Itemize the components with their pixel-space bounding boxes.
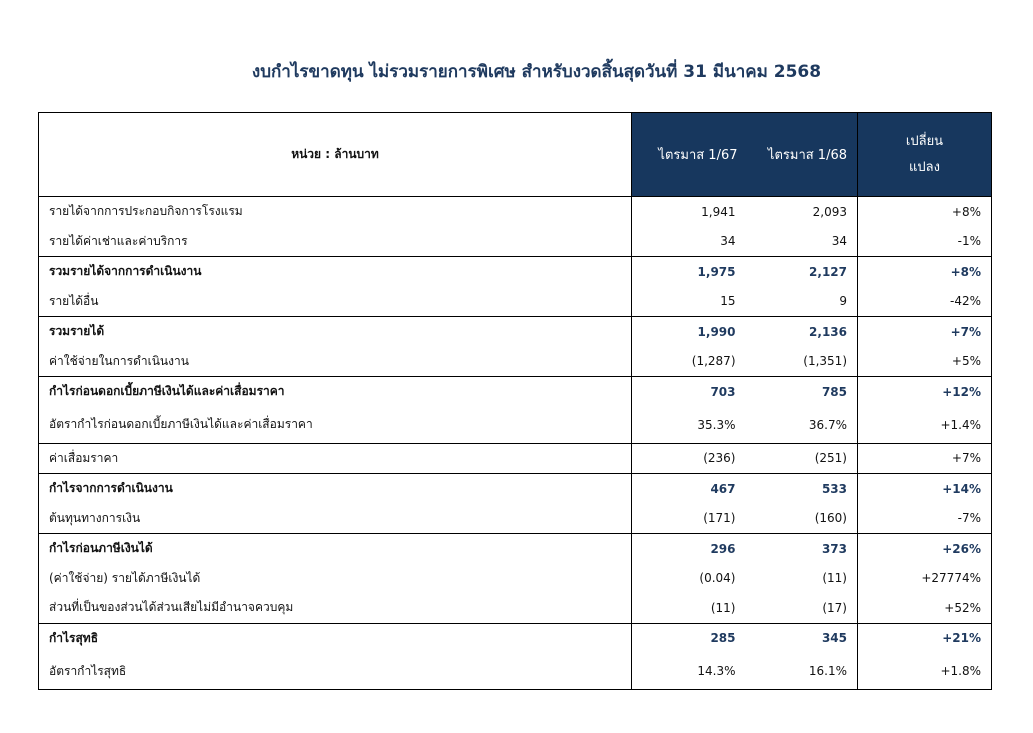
table-row [39,564,992,594]
q168-value: (17) [822,600,847,615]
row-label: กำไรจากการดำเนินงาน [39,474,632,504]
table-row [39,534,992,564]
table-row [39,227,992,257]
change-value: +14% [858,474,992,504]
change-value: +12% [858,377,992,407]
q167-value: 1,941 [632,197,746,227]
change-value: +7% [858,317,992,347]
q167-value: 1,975 [632,257,746,287]
change-value: -1% [858,227,992,257]
q167-value: 703 [632,377,746,407]
income-statement-table [38,112,992,690]
change-value: +8% [858,197,992,227]
q167-value: 296 [632,534,746,564]
row-label: รวมรายได้ [39,317,632,347]
q168-value: 2,127 [746,257,858,287]
q168-value: 34 [831,234,847,249]
q167-value: 15 [632,287,746,317]
table-row [39,593,992,623]
row-label: รวมรายได้จากการดำเนินงาน [39,257,632,287]
row-label: อัตรากำไรก่อนดอกเบี้ยภาษีเงินได้และค่าเสื่อมราคา [39,407,632,444]
q168-value: (1,351) [803,354,847,369]
table-row [39,317,992,347]
q168-value: (251) [746,443,858,474]
change-value: -7% [858,504,992,534]
q168-header: ไตรมาส 1/68 [746,113,858,197]
q167-value: (0.04) [632,564,746,594]
change-value: +7% [858,443,992,474]
unit-header: หน่วย : ล้านบาท [39,113,632,197]
table-row [39,197,992,227]
row-label: ส่วนที่เป็นของส่วนได้ส่วนเสียไม่มีอำนาจควบคุม [39,593,632,623]
q168-value: 2,136 [746,317,858,347]
q168-value: 785 [746,377,858,407]
table-row [39,623,992,653]
q168-value: 36.7% [808,417,847,432]
change-value: -42% [858,287,992,317]
row-label: ค่าเสื่อมราคา [39,443,632,474]
table-row [39,443,992,474]
change-header-line1: เปลี่ยน [905,133,944,149]
q167-value: (171) [632,504,746,534]
row-label: อัตรากำไรสุทธิ [39,653,632,690]
table-row [39,407,992,444]
q168-value: 373 [746,534,858,564]
q167-header: ไตรมาส 1/67 [632,113,746,197]
q168-value: 345 [746,623,858,653]
q168-value: 16.1% [746,653,858,690]
table-row [39,504,992,534]
row-label: ต้นทุนทางการเงิน [39,504,632,534]
row-label: ค่าใช้จ่ายในการดำเนินงาน [39,347,632,377]
q167-value: 1,990 [632,317,746,347]
row-label: กำไรสุทธิ [39,623,632,653]
table-header-row [39,113,992,197]
table-row [39,653,992,690]
q167-value: (1,287) [632,347,746,377]
q168-value: 9 [839,294,847,309]
table-row [39,257,992,287]
change-value: +26% [858,534,992,564]
q167-value: 14.3% [632,653,746,690]
change-value: +1.8% [858,653,992,690]
row-label: รายได้อื่น [39,287,632,317]
q167-value: 34 [632,227,746,257]
change-header [858,113,992,197]
row-label: รายได้จากการประกอบกิจการโรงแรม [39,197,632,227]
change-value: +8% [858,257,992,287]
table-row [39,347,992,377]
row-label: กำไรก่อนภาษีเงินได้ [39,534,632,564]
row-label: กำไรก่อนดอกเบี้ยภาษีเงินได้และค่าเสื่อมราคา [39,377,632,407]
row-label: รายได้ค่าเช่าและค่าบริการ [39,227,632,257]
change-value: +52% [858,593,992,623]
change-value: +5% [858,347,992,377]
page-title: งบกำไรขาดทุน ไม่รวมรายการพิเศษ สำหรับงวดสิ้นสุดวันที่ 31 มีนาคม 2568 [251,62,822,82]
table-row [39,474,992,504]
q167-value: 35.3% [632,407,746,444]
q168-value: 533 [746,474,858,504]
q167-value: (236) [632,443,746,474]
q167-value: 467 [632,474,746,504]
change-value: +27774% [858,564,992,594]
q167-value: 285 [632,623,746,653]
table-row [39,377,992,407]
row-label: (ค่าใช้จ่าย) รายได้ภาษีเงินได้ [39,564,632,594]
change-header-line2: แปลง [909,159,940,175]
table-row [39,287,992,317]
change-value: +21% [858,623,992,653]
q168-value: (11) [822,571,847,586]
q168-value: 2,093 [746,197,858,227]
change-value: +1.4% [858,407,992,444]
q168-value: (160) [814,511,847,526]
q167-value: (11) [632,593,746,623]
